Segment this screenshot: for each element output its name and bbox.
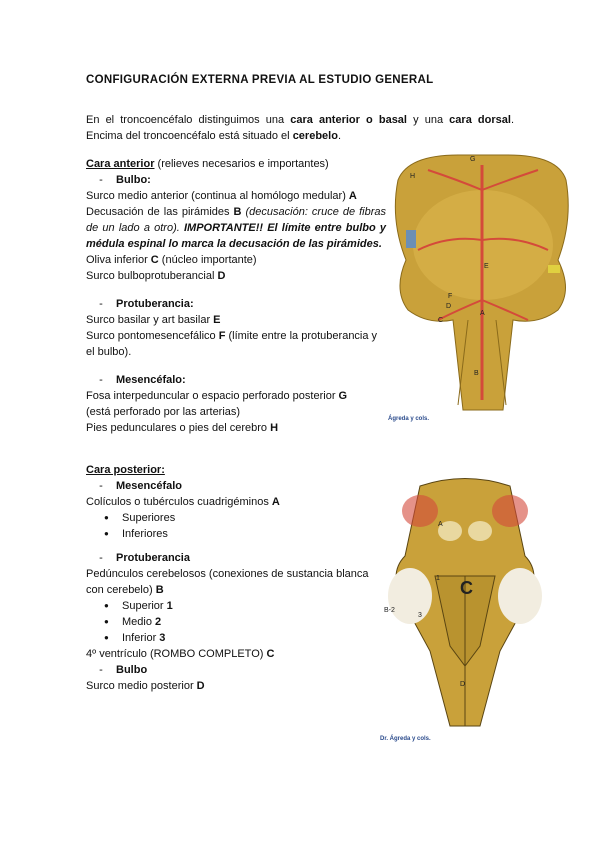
svg-text:D: D	[446, 303, 452, 310]
svg-text:3: 3	[418, 612, 422, 619]
svg-text:G: G	[470, 156, 476, 163]
intro-paragraph: En el troncoencéfalo distinguimos una cara anterior o basal y una cara dorsal. Encima del troncoencéfalo está situado el cerebelo.	[86, 114, 514, 142]
list-item: ● Inferior 3	[114, 630, 386, 646]
svg-text:H: H	[410, 173, 416, 180]
anterior-section: Cara anterior (relieves necesarios e importantes) - Bulbo: Surco medio anterior (continua al homólogo medular) A Decusación de las pirámides B (decusación: cruce de fibras de un lado a otro). IMPORTANTE!! El límite entre bulbo y médula espinal lo marca la decusación de las pirámides. Oliva inferior C (núcleo importante) Surco bulboprotuberancial D - Protuberancia: Surco basilar y art basilar E Surco pontomesencefálico F (límite entre la protuberancia y el bulbo). - Mesencéfalo: Fosa interpeduncular o espacio perforado posterior G (está perforado por las arterias) Pies pedunculares o pies del cerebro H	[86, 158, 387, 434]
page-title: CONFIGURACIÓN EXTERNA PREVIA AL ESTUDIO GENERAL	[86, 74, 434, 86]
svg-text:D: D	[460, 681, 466, 688]
figure-posterior-brainstem: A 1 C B-2 3 D Dr. Ágreda y cols.	[380, 476, 550, 746]
posterior-section: Cara posterior: - Mesencéfalo Colículos o tubérculos cuadrigéminos A ● Superiores ● Inferiores - Protuberancia Pedúnculos cerebelosos (conexiones de sustancia blanca con cerebelo) B ● Superior 1 ● Medio 2 ● Inferior 3 4º ventrículo (ROMBO COMPLETO) C - Bulbo Surco medio posterior D	[86, 462, 386, 694]
svg-text:1: 1	[436, 575, 440, 582]
svg-text:E: E	[484, 263, 489, 270]
mesencefalo-label: Mesencéfalo:	[116, 374, 186, 386]
svg-text:C: C	[438, 317, 444, 324]
svg-text:A: A	[480, 310, 485, 317]
bulbo-label: Bulbo:	[116, 174, 151, 186]
svg-text:A: A	[438, 521, 443, 528]
svg-text:C: C	[460, 578, 473, 598]
svg-text:B-2: B-2	[384, 607, 395, 614]
protuberancia-label: Protuberancia:	[116, 298, 194, 310]
figure-anterior-brainstem: G H F E D C A B Ágreda y cols.	[388, 150, 578, 428]
list-item: ● Medio 2	[114, 614, 386, 630]
list-item: ● Superior 1	[114, 598, 386, 614]
list-item: ● Inferiores	[114, 526, 386, 542]
list-item: ● Superiores	[114, 510, 386, 526]
svg-text:F: F	[448, 293, 453, 300]
anterior-heading: Cara anterior	[86, 158, 155, 170]
posterior-heading: Cara posterior:	[86, 464, 165, 476]
svg-text:B: B	[474, 370, 479, 377]
